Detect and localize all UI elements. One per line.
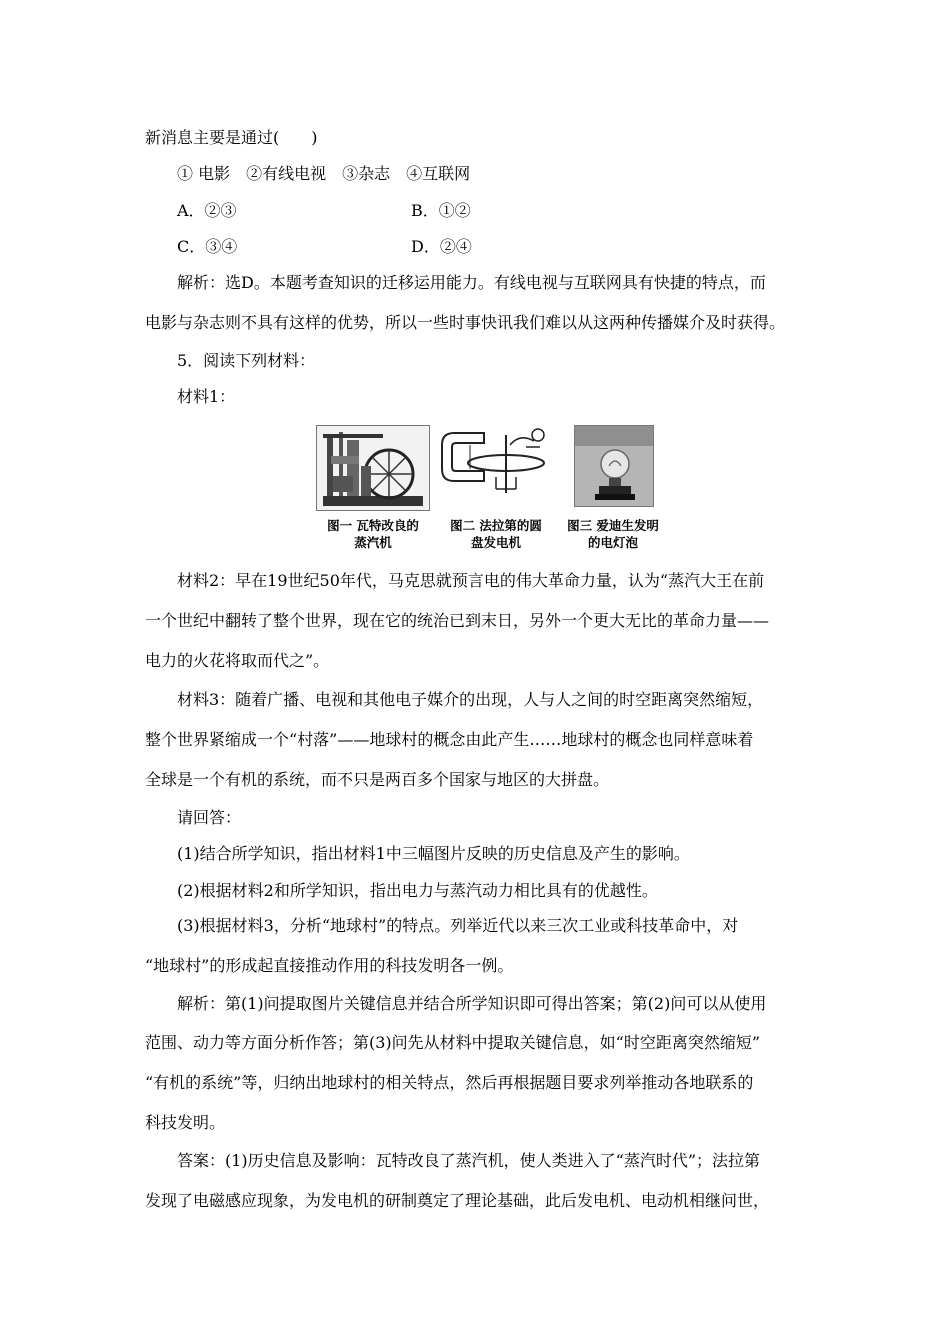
- material-3-line: 整个世界紧缩成一个“村落”——地球村的概念由此产生……地球村的概念也同样意味着: [145, 730, 754, 749]
- material-label: 材料1：: [177, 387, 236, 406]
- disc-generator-image: [440, 425, 552, 509]
- question-items: ① 电影 ②有线电视 ③杂志 ④互联网: [177, 164, 471, 183]
- figure-caption-line2: 蒸汽机: [354, 535, 392, 550]
- figure-caption-line1: 图二 法拉第的圆: [450, 518, 542, 533]
- answer-line: 答案：(1)历史信息及影响：瓦特改良了蒸汽机，使人类进入了“蒸汽时代”；法拉第: [177, 1151, 761, 1170]
- steam-engine-image: [316, 425, 430, 511]
- analysis-line: 电影与杂志则不具有这样的优势，所以一些时事快讯我们难以从这两种传播媒介及时获得。: [145, 313, 786, 332]
- figure-caption-line1: 图一 瓦特改良的: [327, 518, 419, 533]
- material-3-line: 材料3：随着广播、电视和其他电子媒介的出现，人与人之间的时空距离突然缩短，: [177, 690, 764, 709]
- sub-question-1: (1)结合所学知识，指出材料1中三幅图片反映的历史信息及产生的影响。: [177, 844, 690, 863]
- question-title: 5．阅读下列材料：: [177, 351, 316, 370]
- figure-caption-line2: 的电灯泡: [587, 535, 638, 550]
- sub-question-2: (2)根据材料2和所学知识，指出电力与蒸汽动力相比具有的优越性。: [177, 881, 658, 900]
- sub-question-3-cont: “地球村”的形成起直接推动作用的科技发明各一例。: [145, 956, 514, 975]
- prompt-label: 请回答：: [177, 808, 242, 827]
- analysis-line: “有机的系统”等，归纳出地球村的相关特点，然后再根据题目要求列举推动各地联系的: [145, 1073, 754, 1092]
- material-2-line: 材料2：早在19世纪50年代，马克思就预言电的伟大革命力量，认为“蒸汽大王在前: [177, 571, 765, 590]
- analysis-line: 范围、动力等方面分析作答；第(3)问先从材料中提取关键信息，如“时空距离突然缩短”: [145, 1033, 761, 1052]
- material-3-line: 全球是一个有机的系统，而不只是两百多个国家与地区的大拼盘。: [145, 770, 610, 789]
- question-stem: 新消息主要是通过( ): [145, 128, 318, 147]
- answer-line: 发现了电磁感应现象，为发电机的研制奠定了理论基础，此后发电机、电动机相继问世，: [145, 1191, 770, 1210]
- option-c: C．③④: [177, 237, 238, 256]
- light-bulb-image: [574, 425, 654, 507]
- sub-question-3: (3)根据材料3，分析“地球村”的特点。列举近代以来三次工业或科技革命中，对: [177, 916, 739, 935]
- analysis-line: 科技发明。: [145, 1113, 226, 1132]
- option-d: D．②④: [411, 237, 472, 256]
- material-2-line: 一个世纪中翻转了整个世界，现在它的统治已到末日，另外一个更大无比的革命力量——: [145, 611, 770, 630]
- option-a: A．②③: [177, 201, 237, 220]
- analysis-line: 解析：第(1)问提取图片关键信息并结合所学知识即可得出答案；第(2)问可以从使用: [177, 994, 767, 1013]
- analysis-line: 解析：选D。本题考查知识的迁移运用能力。有线电视与互联网具有快捷的特点，而: [177, 273, 766, 292]
- figure-caption-line2: 盘发电机: [470, 535, 521, 550]
- material-2-line: 电力的火花将取而代之”。: [145, 651, 330, 670]
- figure-caption-line1: 图三 爱迪生发明: [567, 518, 659, 533]
- option-b: B．①②: [411, 201, 471, 220]
